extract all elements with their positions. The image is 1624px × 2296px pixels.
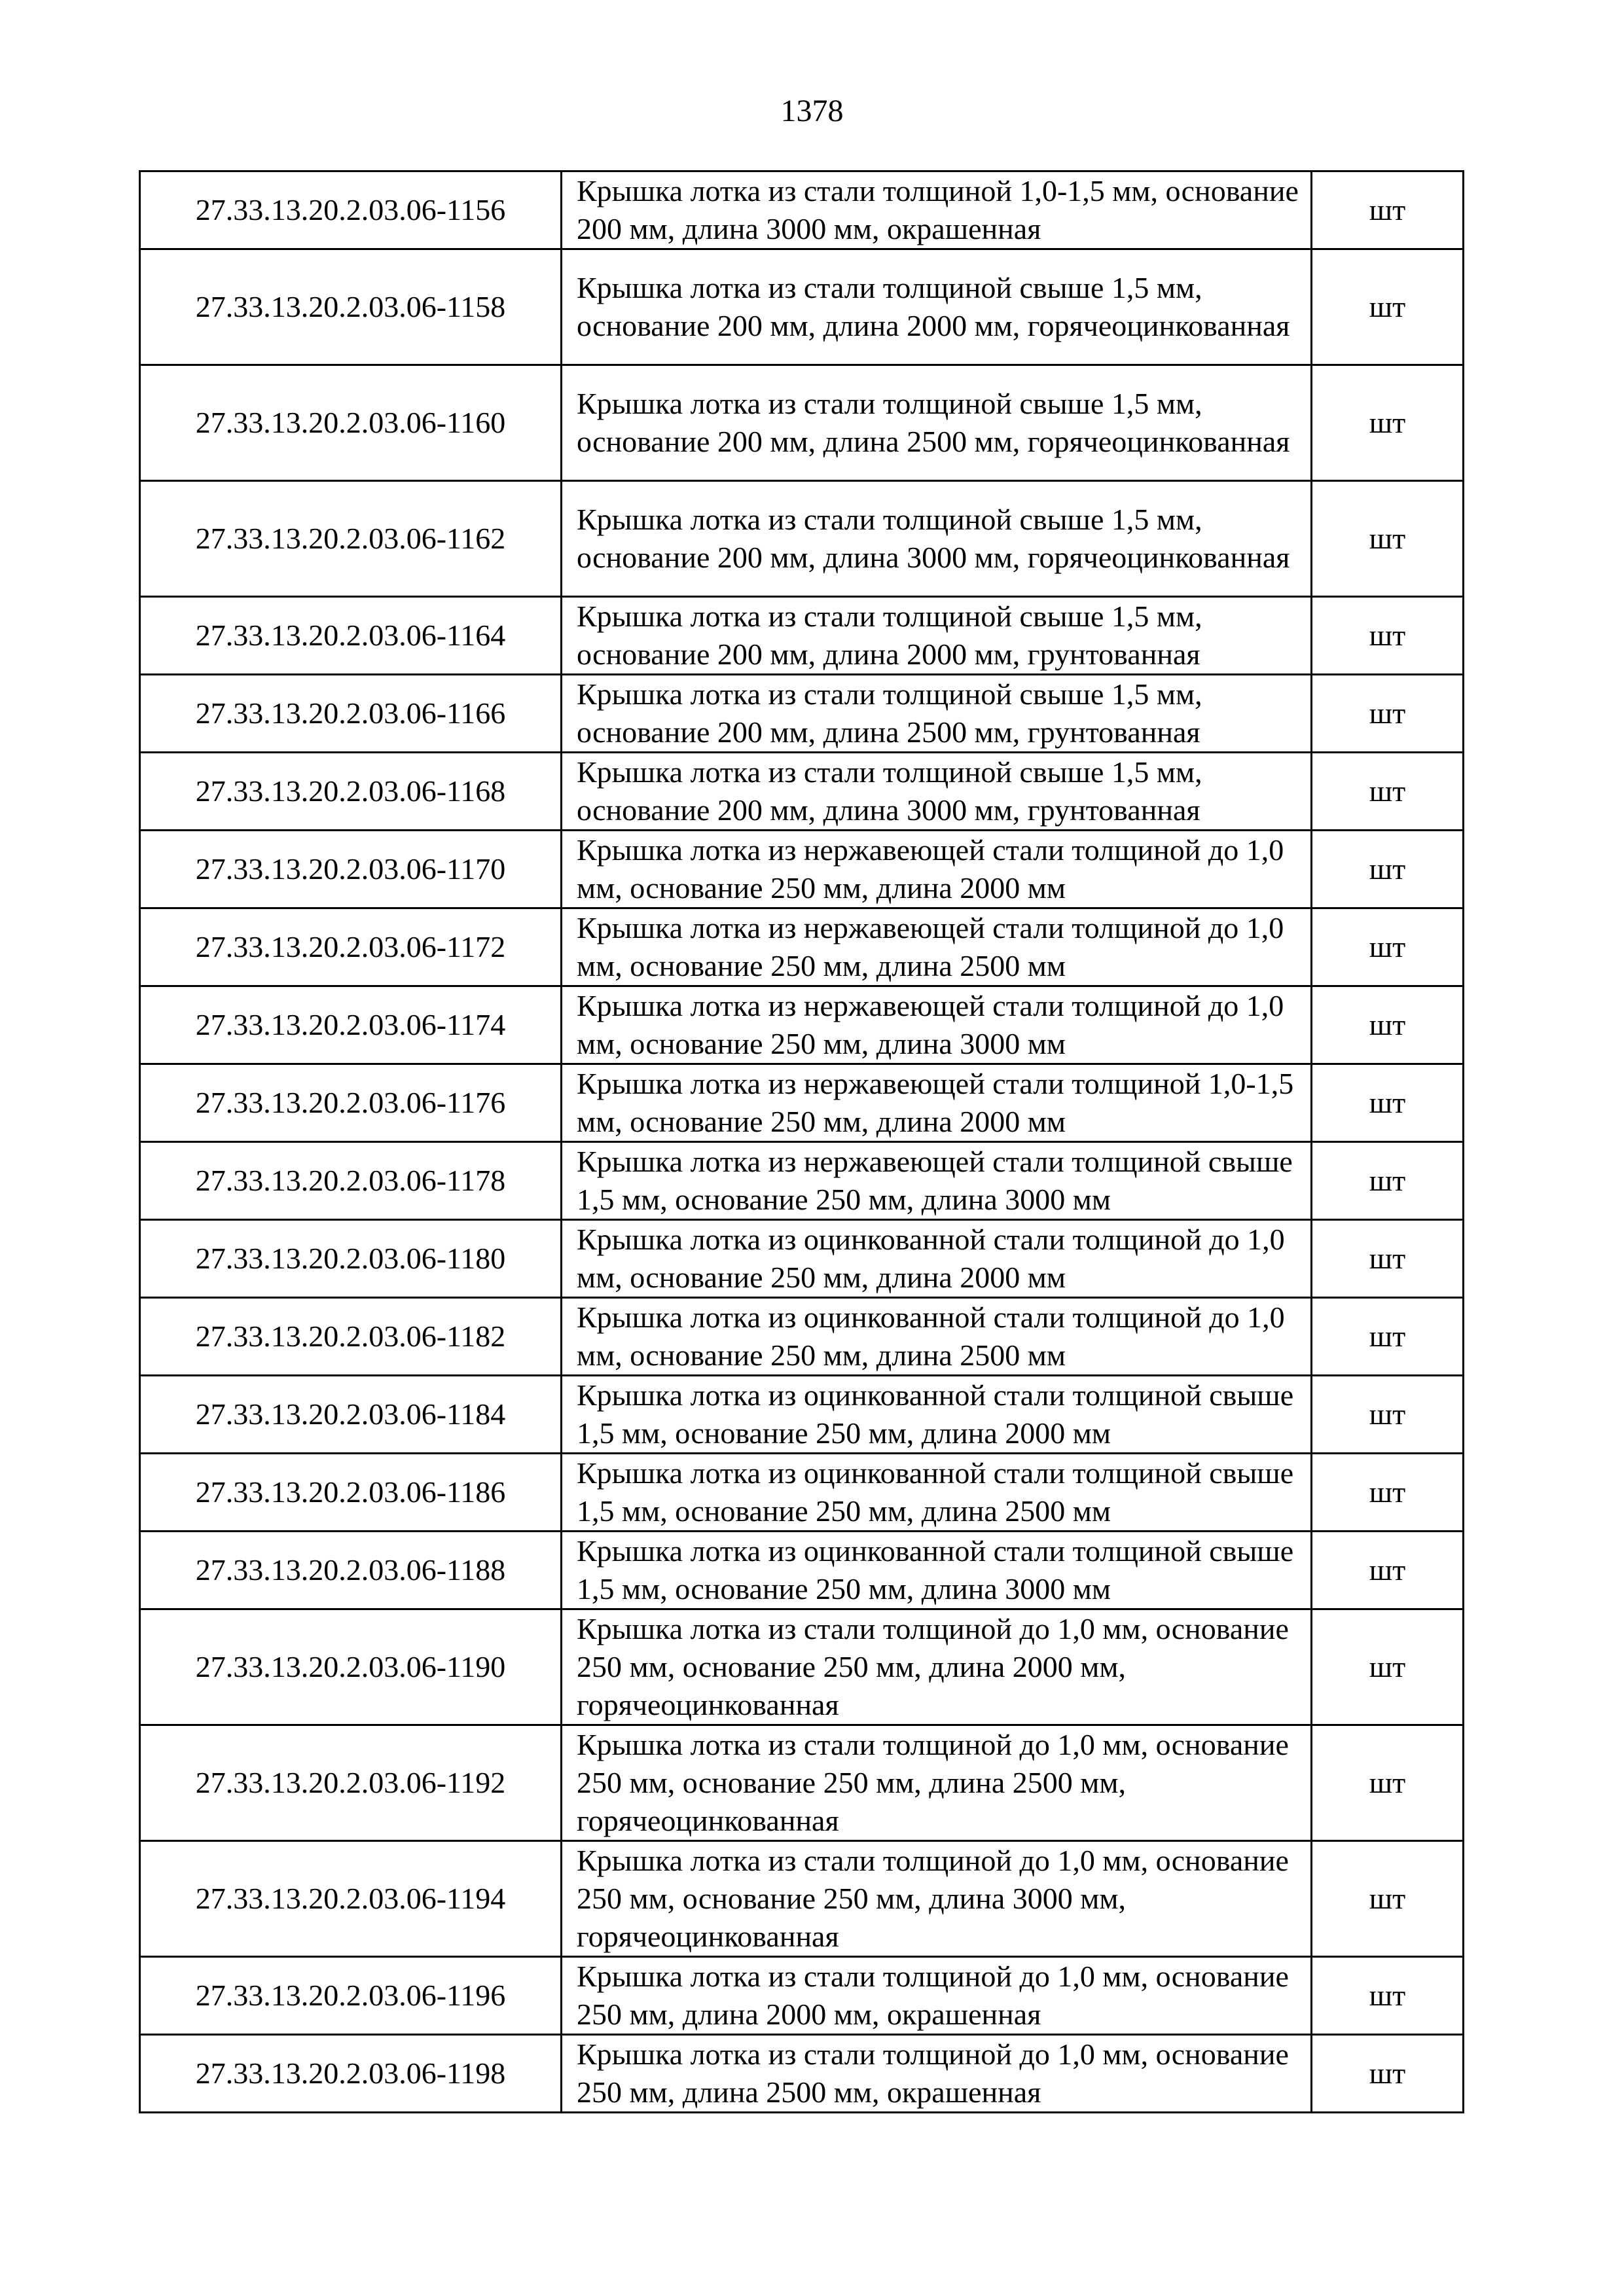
item-description-cell: Крышка лотка из стали толщиной свыше 1,5 мм, основание 200 мм, длина 2000 мм, горячеоцинкованная (562, 249, 1312, 365)
item-code-cell: 27.33.13.20.2.03.06-1192 (140, 1725, 562, 1841)
item-unit-cell: шт (1312, 675, 1464, 753)
table-row (140, 1064, 1464, 1142)
table-row (140, 986, 1464, 1064)
item-code-cell: 27.33.13.20.2.03.06-1172 (140, 908, 562, 986)
item-unit-cell: шт (1312, 1220, 1464, 1298)
item-unit-cell: шт (1312, 1376, 1464, 1454)
item-unit-cell: шт (1312, 1532, 1464, 1609)
table-row (140, 1609, 1464, 1725)
item-unit-cell: шт (1312, 1609, 1464, 1725)
item-code-cell: 27.33.13.20.2.03.06-1196 (140, 1957, 562, 2035)
table-row (140, 249, 1464, 365)
item-unit-cell: шт (1312, 908, 1464, 986)
item-description-cell: Крышка лотка из оцинкованной стали толщиной свыше 1,5 мм, основание 250 мм, длина 3000 мм (562, 1532, 1312, 1609)
table-row (140, 1376, 1464, 1454)
item-code-cell: 27.33.13.20.2.03.06-1160 (140, 365, 562, 481)
item-code-cell: 27.33.13.20.2.03.06-1156 (140, 171, 562, 249)
item-code-cell: 27.33.13.20.2.03.06-1164 (140, 597, 562, 675)
item-code-cell: 27.33.13.20.2.03.06-1168 (140, 753, 562, 831)
item-description-cell: Крышка лотка из стали толщиной свыше 1,5 мм, основание 200 мм, длина 2500 мм, горячеоцинкованная (562, 365, 1312, 481)
item-unit-cell: шт (1312, 249, 1464, 365)
table-row (140, 1841, 1464, 1957)
item-code-cell: 27.33.13.20.2.03.06-1170 (140, 831, 562, 908)
item-code-cell: 27.33.13.20.2.03.06-1158 (140, 249, 562, 365)
item-description-cell: Крышка лотка из стали толщиной свыше 1,5 мм, основание 200 мм, длина 3000 мм, грунтованная (562, 753, 1312, 831)
item-code-cell: 27.33.13.20.2.03.06-1190 (140, 1609, 562, 1725)
item-description-cell: Крышка лотка из оцинкованной стали толщиной до 1,0 мм, основание 250 мм, длина 2500 мм (562, 1298, 1312, 1376)
table-row (140, 675, 1464, 753)
item-unit-cell: шт (1312, 171, 1464, 249)
item-description-cell: Крышка лотка из стали толщиной свыше 1,5 мм, основание 200 мм, длина 2000 мм, грунтованная (562, 597, 1312, 675)
table-row (140, 753, 1464, 831)
item-unit-cell: шт (1312, 2035, 1464, 2113)
item-code-cell: 27.33.13.20.2.03.06-1186 (140, 1454, 562, 1532)
table-row (140, 1957, 1464, 2035)
item-description-cell: Крышка лотка из оцинкованной стали толщиной свыше 1,5 мм, основание 250 мм, длина 2000 мм (562, 1376, 1312, 1454)
item-code-cell: 27.33.13.20.2.03.06-1180 (140, 1220, 562, 1298)
item-unit-cell: шт (1312, 481, 1464, 597)
item-description-cell: Крышка лотка из нержавеющей стали толщиной до 1,0 мм, основание 250 мм, длина 2500 мм (562, 908, 1312, 986)
item-unit-cell: шт (1312, 1957, 1464, 2035)
table-row (140, 1298, 1464, 1376)
item-description-cell: Крышка лотка из стали толщиной до 1,0 мм, основание 250 мм, длина 2000 мм, окрашенная (562, 1957, 1312, 2035)
table-row (140, 908, 1464, 986)
table-row (140, 1142, 1464, 1220)
item-description-cell: Крышка лотка из оцинкованной стали толщиной свыше 1,5 мм, основание 250 мм, длина 2500 мм (562, 1454, 1312, 1532)
item-unit-cell: шт (1312, 753, 1464, 831)
item-unit-cell: шт (1312, 1298, 1464, 1376)
table-row (140, 481, 1464, 597)
table-row (140, 1725, 1464, 1841)
item-unit-cell: шт (1312, 831, 1464, 908)
page-number: 1378 (780, 94, 844, 128)
catalog-table (139, 170, 1464, 2113)
item-code-cell: 27.33.13.20.2.03.06-1182 (140, 1298, 562, 1376)
item-unit-cell: шт (1312, 986, 1464, 1064)
item-description-cell: Крышка лотка из нержавеющей стали толщиной до 1,0 мм, основание 250 мм, длина 3000 мм (562, 986, 1312, 1064)
item-unit-cell: шт (1312, 365, 1464, 481)
item-code-cell: 27.33.13.20.2.03.06-1162 (140, 481, 562, 597)
table-row (140, 2035, 1464, 2113)
item-description-cell: Крышка лотка из стали толщиной 1,0-1,5 мм, основание 200 мм, длина 3000 мм, окрашенная (562, 171, 1312, 249)
item-description-cell: Крышка лотка из стали толщиной свыше 1,5 мм, основание 200 мм, длина 2500 мм, грунтованная (562, 675, 1312, 753)
item-description-cell: Крышка лотка из нержавеющей стали толщиной свыше 1,5 мм, основание 250 мм, длина 3000 мм (562, 1142, 1312, 1220)
catalog-table-body (140, 171, 1464, 2113)
item-description-cell: Крышка лотка из нержавеющей стали толщиной до 1,0 мм, основание 250 мм, длина 2000 мм (562, 831, 1312, 908)
item-code-cell: 27.33.13.20.2.03.06-1188 (140, 1532, 562, 1609)
table-row (140, 1454, 1464, 1532)
item-unit-cell: шт (1312, 1841, 1464, 1957)
item-unit-cell: шт (1312, 1725, 1464, 1841)
item-code-cell: 27.33.13.20.2.03.06-1166 (140, 675, 562, 753)
table-row (140, 831, 1464, 908)
item-description-cell: Крышка лотка из стали толщиной до 1,0 мм, основание 250 мм, основание 250 мм, длина 2000 мм, горячеоцинкованная (562, 1609, 1312, 1725)
item-description-cell: Крышка лотка из оцинкованной стали толщиной до 1,0 мм, основание 250 мм, длина 2000 мм (562, 1220, 1312, 1298)
item-code-cell: 27.33.13.20.2.03.06-1198 (140, 2035, 562, 2113)
item-code-cell: 27.33.13.20.2.03.06-1184 (140, 1376, 562, 1454)
item-description-cell: Крышка лотка из стали толщиной свыше 1,5 мм, основание 200 мм, длина 3000 мм, горячеоцинкованная (562, 481, 1312, 597)
table-row (140, 597, 1464, 675)
table-row (140, 171, 1464, 249)
item-code-cell: 27.33.13.20.2.03.06-1174 (140, 986, 562, 1064)
item-unit-cell: шт (1312, 1142, 1464, 1220)
item-description-cell: Крышка лотка из стали толщиной до 1,0 мм, основание 250 мм, основание 250 мм, длина 3000 мм, горячеоцинкованная (562, 1841, 1312, 1957)
item-description-cell: Крышка лотка из стали толщиной до 1,0 мм, основание 250 мм, основание 250 мм, длина 2500 мм, горячеоцинкованная (562, 1725, 1312, 1841)
table-row (140, 365, 1464, 481)
item-code-cell: 27.33.13.20.2.03.06-1194 (140, 1841, 562, 1957)
item-unit-cell: шт (1312, 1454, 1464, 1532)
item-code-cell: 27.33.13.20.2.03.06-1176 (140, 1064, 562, 1142)
item-unit-cell: шт (1312, 1064, 1464, 1142)
item-unit-cell: шт (1312, 597, 1464, 675)
table-row (140, 1532, 1464, 1609)
item-code-cell: 27.33.13.20.2.03.06-1178 (140, 1142, 562, 1220)
table-row (140, 1220, 1464, 1298)
item-description-cell: Крышка лотка из стали толщиной до 1,0 мм, основание 250 мм, длина 2500 мм, окрашенная (562, 2035, 1312, 2113)
item-description-cell: Крышка лотка из нержавеющей стали толщиной 1,0-1,5 мм, основание 250 мм, длина 2000 мм (562, 1064, 1312, 1142)
